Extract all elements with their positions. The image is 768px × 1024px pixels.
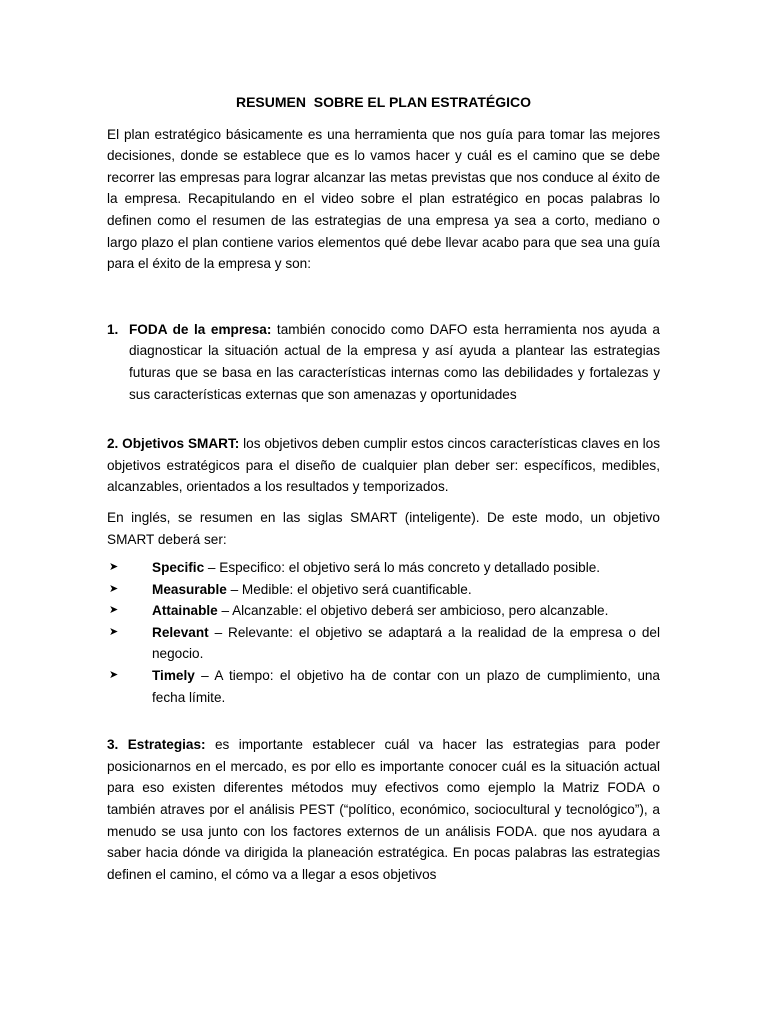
section-estrategias-heading: 3. Estrategias:: [107, 737, 206, 753]
criterion-description: – A tiempo: el objetivo ha de contar con un plazo de cumplimiento, una fecha límite.: [152, 668, 660, 705]
section-foda-text: también conocido como DAFO esta herramienta nos ayuda a diagnosticar la situación actual de la empresa y así ayuda a plantear las estrategias futuras que se basa en las características internas como las debilidades y fortalezas y sus características externas que son amenazas y oportunidades: [129, 321, 660, 402]
section-smart-text: los objetivos deben cumplir estos cincos características claves en los objetivos estratégicos para el diseño de cualquier plan deber ser: específicos, medibles, alcanzables, orientados a los resultados y temporizados.: [107, 436, 660, 495]
criterion-term: Relevant: [152, 624, 209, 640]
list-item: [107, 557, 660, 579]
criterion-description: – Especifico: el objetivo será lo más concreto y detallado posible.: [204, 560, 601, 576]
list-item-text: [152, 579, 660, 601]
list-item-text: [152, 600, 660, 622]
section-foda-heading: FODA de la empresa:: [129, 321, 272, 337]
criterion-term: Specific: [152, 560, 205, 576]
arrowhead-bullet-icon: ➤: [109, 604, 119, 617]
list-item: [107, 622, 660, 665]
intro-paragraph: El plan estratégico básicamente es una herramienta que nos guía para tomar las mejores decisiones, donde se establece que es lo vamos hacer y cuál es el camino que se debe recorrer las empresas para lograr alcanzar las metas previstas que nos conduce al éxito de la empresa. Recapitulando en el video sobre el plan estratégico en pocas palabras lo definen como el resumen de las estrategias de una empresa ya sea a corto, mediano o largo plazo el plan contiene varios elementos qué debe llevar acabo para que sea una guía para el éxito de la empresa y son:: [107, 126, 660, 272]
smart-criteria-list: [107, 557, 660, 708]
arrowhead-bullet-icon: ➤: [109, 561, 119, 574]
list-item: [107, 665, 660, 708]
criterion-term: Measurable: [152, 581, 227, 597]
criterion-description: – Alcanzable: el objetivo deberá ser ambicioso, pero alcanzable.: [217, 603, 609, 619]
list-item: [107, 600, 660, 622]
list-item-text: [152, 557, 660, 579]
criterion-description: – Medible: el objetivo será cuantificable.: [226, 581, 472, 597]
smart-siglas-paragraph: En inglés, se resumen en las siglas SMART (inteligente). De este modo, un objetivo SMART deberá ser:: [107, 509, 660, 547]
list-item: [107, 579, 660, 601]
criterion-description: – Relevante: el objetivo se adaptará a la realidad de la empresa o del negocio.: [152, 624, 660, 662]
section-number: 1.: [107, 321, 119, 337]
list-item-text: [152, 665, 660, 708]
criterion-term: Attainable: [152, 603, 218, 619]
list-item-text: [152, 622, 660, 665]
section-foda: [107, 319, 660, 405]
section-smart: [107, 433, 660, 498]
document-title: RESUMEN SOBRE EL PLAN ESTRATÉGICO: [235, 94, 532, 110]
section-estrategias: [107, 734, 660, 885]
arrowhead-bullet-icon: ➤: [109, 582, 119, 595]
document-page: [107, 92, 660, 885]
arrowhead-bullet-icon: ➤: [109, 625, 119, 638]
criterion-term: Timely: [152, 668, 195, 684]
section-smart-heading: 2. Objetivos SMART:: [107, 436, 240, 452]
section-estrategias-text: es importante establecer cuál va hacer las estrategias para poder posicionarnos en el mercado, es por ello es importante conocer cuál es la situación actual para eso existen diferentes métodos muy efectivos como ejemplo la Matriz FODA o también atraves por el análisis PEST (“político, económico, sociocultural y tecnológico”), a menudo se usa junto con los factores externos de un análisis FODA. que nos ayudara a saber hacia dónde va dirigida la planeación estratégica. En pocas palabras las estrategias definen el camino, el cómo va a llegar a esos objetivos: [107, 737, 660, 882]
section-foda-body: [129, 319, 660, 405]
arrowhead-bullet-icon: ➤: [109, 669, 119, 682]
